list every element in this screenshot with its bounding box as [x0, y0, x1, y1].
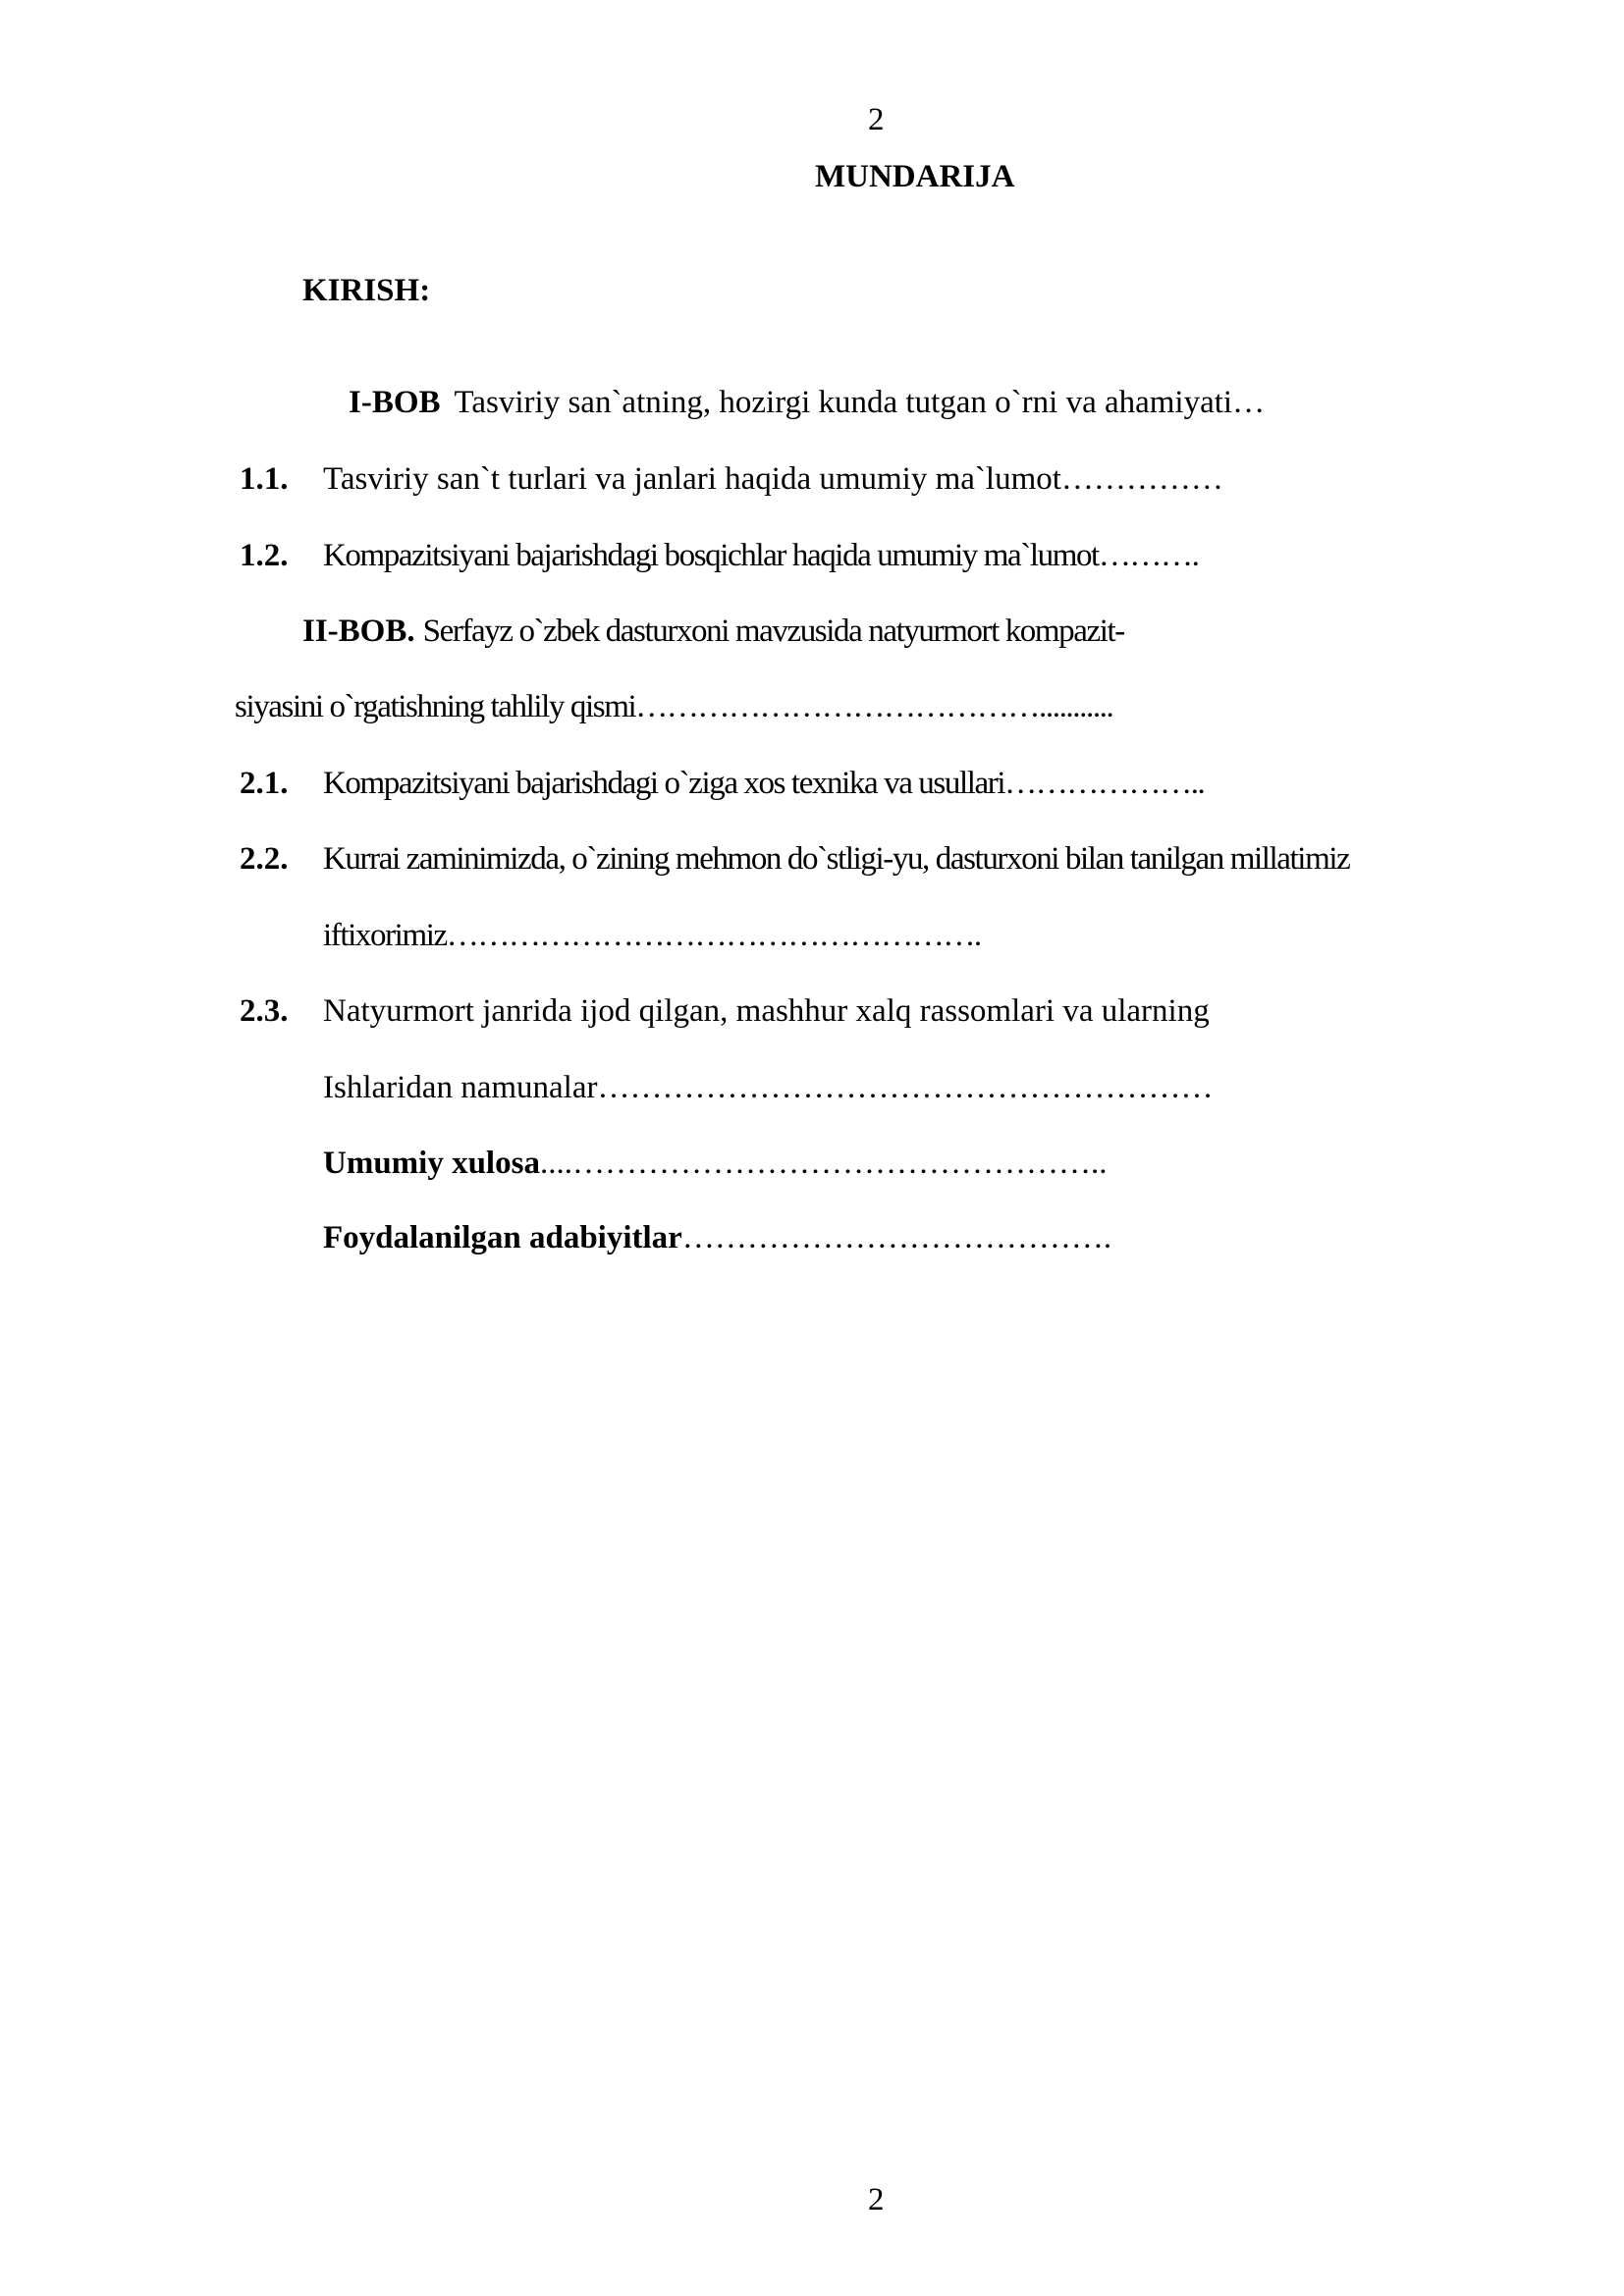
- toc-references: [323, 1220, 1111, 1255]
- toc-section-1-2: [0, 538, 1624, 573]
- toc-section-number: 1.1.: [240, 461, 289, 497]
- toc-section-text: Kurrai zaminimizda, o`zining mehmon do`stligi-yu, dasturxoni bilan tanilgan millatimiz: [323, 841, 1350, 877]
- toc-section-2-2-continuation: iftixorimiz…………………………………………….: [323, 918, 981, 953]
- toc-chapter-1-label: I-BOB: [349, 385, 441, 420]
- page-number-bottom: 2: [868, 2182, 885, 2217]
- toc-references-label: Foydalanilgan adabiyitlar: [323, 1220, 682, 1255]
- toc-title: MUNDARIJA: [815, 159, 1015, 194]
- toc-section-2-3: [0, 993, 1624, 1029]
- toc-section-text: Natyurmort janrida ijod qilgan, mashhur xalq rassomlari va ularning: [323, 993, 1210, 1029]
- toc-chapter-2-title-line-1: Serfayz o`zbek dasturxoni mavzusida natyurmort kompazit-: [422, 614, 1124, 649]
- toc-conclusion: [323, 1146, 1107, 1181]
- toc-section-number: 1.2.: [240, 538, 289, 573]
- toc-section-2-2: [0, 841, 1624, 877]
- toc-section-1-1: [0, 461, 1624, 497]
- toc-chapter-2-title-line-2: siyasini o`rgatishning tahlily qismi…………………………………...........: [235, 689, 1113, 724]
- toc-chapter-2-label: II-BOB.: [302, 614, 415, 649]
- toc-section-text: Tasviriy san`t turlari va janlari haqida umumiy ma`lumot……………: [323, 461, 1223, 497]
- toc-section-number: 2.3.: [240, 993, 289, 1029]
- toc-conclusion-leader: ....…………………………………………..: [539, 1146, 1108, 1181]
- page-number-top: 2: [868, 102, 885, 137]
- toc-section-text: Kompazitsiyani bajarishdagi o`ziga xos texnika va usullari………………..: [323, 766, 1205, 801]
- toc-references-leader: ………………………………….: [681, 1220, 1112, 1255]
- toc-intro: KIRISH:: [302, 273, 431, 308]
- toc-section-number: 2.1.: [240, 766, 289, 801]
- toc-chapter-1-title: Tasviriy san`atning, hozirgi kunda tutgan o`rni va ahamiyati…: [454, 385, 1266, 420]
- toc-section-2-3-continuation: Ishlaridan namunalar…………………………………………………: [323, 1070, 1214, 1105]
- toc-section-number: 2.2.: [240, 841, 289, 877]
- toc-conclusion-label: Umumiy xulosa: [323, 1146, 540, 1181]
- toc-section-2-1: [0, 766, 1624, 801]
- toc-chapter-1: [349, 385, 1265, 420]
- toc-section-text: Kompazitsiyani bajarishdagi bosqichlar haqida umumiy ma`lumot……….: [323, 538, 1199, 573]
- toc-chapter-2: [302, 614, 1124, 649]
